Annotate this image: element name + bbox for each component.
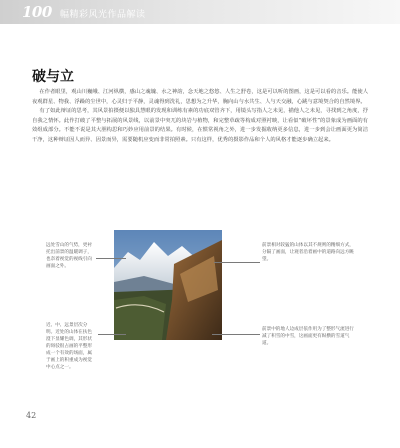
page-number: 42 — [26, 411, 37, 420]
section-title: 破与立 — [32, 69, 74, 85]
mountain-landscape-image — [114, 230, 222, 340]
page-header — [0, 0, 400, 24]
series-title: 幅精彩风光作品解读 — [60, 10, 146, 20]
leader-line-bottom-right — [212, 334, 260, 335]
leader-line-bottom-left — [98, 334, 126, 335]
caption-bottom-right: 前景中的地人边成层依作用为了整形气流进行减了积雪的中雪，这画面更有纵横的雪道气道。 — [262, 327, 354, 346]
body-text — [32, 88, 368, 146]
landscape-photo — [114, 230, 222, 340]
caption-top-left: 远处雪山的气势，更衬托出前景的温暖调子，也奈着视觉的视线引向画面之外。 — [46, 243, 92, 269]
series-number: 100 — [22, 3, 52, 21]
leader-line-top-left — [96, 258, 126, 259]
paragraph-1: 在作者眼里，观山川巍峨、江河纵横，感山之魂魄、水之神韵，念天地之悠悠、人生之舒卷，这是可以听的图画，这是可以看的音乐。能使人夜观群星、物我、浮躁的尘世中，心灵归于平静，灵魂得到洗礼，思想为之升华，胸向山与水共生、人与天交融，心跳与意境契合的自然境界。 — [32, 89, 368, 105]
caption-bottom-left: 近、中、远景层次分明。近处的山体在扶色澄下显耀色调，其形状的斑驳很占画的平整形成一个有效的场面，属于画上的积重成为视觉中心点之一。 — [46, 323, 92, 370]
leader-line-top-right — [214, 262, 260, 263]
caption-top-right: 前景相对较猛的山体以其不规则的精细方式，分隔了画面，让观者沿着画中的道路向远方眺望。 — [262, 243, 354, 262]
paragraph-2: 有了如此辩证的思考，其风景拍摄便以独具慧眼的发现和训练有素的功底双管齐下，用镜头写指人之未见，描他人之未见，寻找到之角度，抒自我之情怀。此作打破了平整与拓展的风景线，以前景中突兀的块岩与植物，和完整草疏等构成对照衬映，让看似“破坏性”的景象成为画面的有效组成部分。不能不说是其大胆构思和巧妙应用前景的结果。有时候，在惯常视角之外，进一步发掘收纳更多信息，进一步到会让画面更为简洁干净，这种辩证因人而异、因景而异，需要随机应变而非常拍照素。只有这样，优秀的摄影作品和个人的风格才能逐步确立起来。 — [32, 108, 368, 143]
